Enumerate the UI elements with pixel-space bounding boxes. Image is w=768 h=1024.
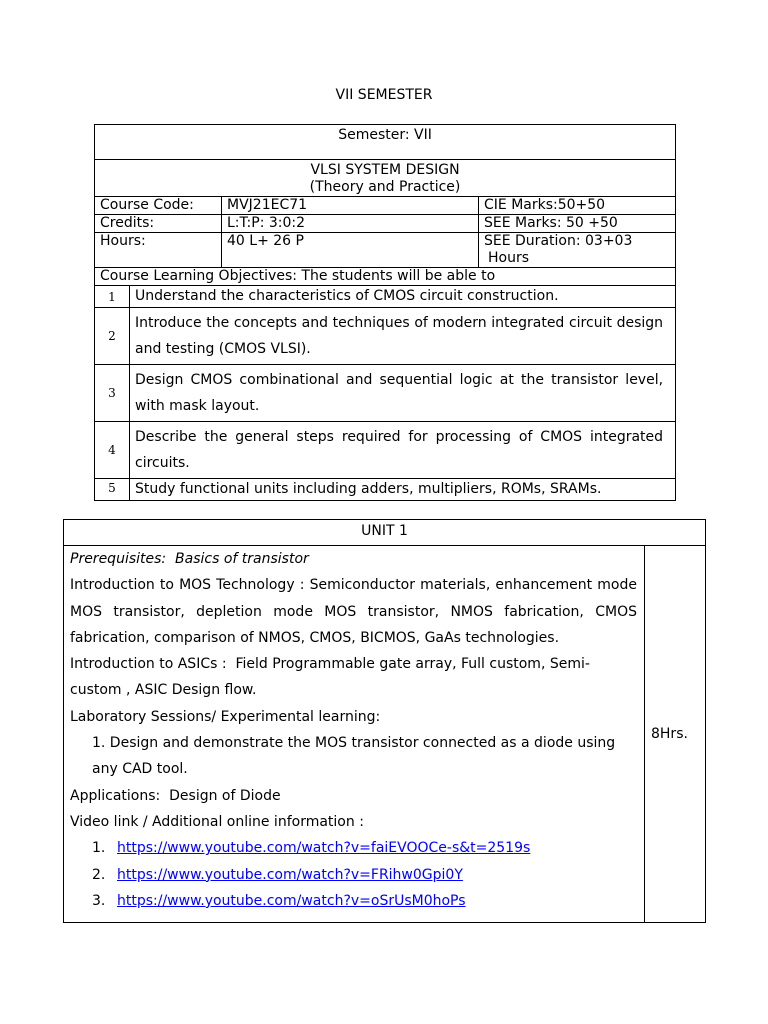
objective-number: 1 <box>95 286 130 308</box>
link-number: 1. <box>92 840 106 857</box>
list-item <box>92 835 637 861</box>
unit-hours: 8Hrs. <box>645 546 706 923</box>
see-duration: SEE Duration: 03+03 <box>484 233 633 249</box>
objective-number: 5 <box>95 479 130 501</box>
applications-label: Applications: <box>70 787 161 804</box>
list-item <box>92 888 637 914</box>
course-subtitle: (Theory and Practice) <box>309 179 461 195</box>
prerequisites <box>70 546 637 572</box>
course-code-label: Course Code: <box>95 197 222 215</box>
objective-row <box>95 308 676 365</box>
objective-row <box>95 422 676 479</box>
objective-text: Describe the general steps required for processing of CMOS integrated circuits. <box>130 422 676 479</box>
semester-heading: VII SEMESTER <box>335 87 433 103</box>
unit-title: UNIT 1 <box>64 520 706 546</box>
video-links <box>70 835 637 914</box>
semester-line: Semester: VII <box>338 127 432 143</box>
see-duration-unit: Hours <box>488 250 530 266</box>
objective-number: 2 <box>95 308 130 365</box>
objective-text: Design CMOS combinational and sequential logic at the transistor level, with mask layout. <box>130 365 676 422</box>
applications <box>70 783 637 809</box>
credits-value: L:T:P: 3:0:2 <box>222 215 479 233</box>
objective-number: 3 <box>95 365 130 422</box>
course-title-cell <box>95 160 676 197</box>
video-heading: Video link / Additional online information : <box>70 813 364 830</box>
link-number: 2. <box>92 866 106 883</box>
see-duration-cell <box>479 233 676 268</box>
see-marks: SEE Marks: 50 +50 <box>479 215 676 233</box>
unit-content <box>64 546 645 923</box>
objective-number: 4 <box>95 422 130 479</box>
objective-text: Study functional units including adders, multipliers, ROMs, SRAMs. <box>130 479 676 501</box>
course-title: VLSI SYSTEM DESIGN <box>310 162 460 178</box>
unit-table <box>63 519 706 923</box>
link-number: 3. <box>92 892 106 909</box>
video-link[interactable]: https://www.youtube.com/watch?v=faiEVOOCe-s&t=2519s <box>117 840 531 857</box>
objective-row <box>95 286 676 308</box>
course-code-value: MVJ21EC71 <box>222 197 479 215</box>
objective-text: Introduce the concepts and techniques of modern integrated circuit design and testing (CMOS VLSI). <box>130 308 676 365</box>
intro-asic-text: Field Programmable gate array, Full custom, Semi-custom , ASIC Design flow. <box>70 656 590 699</box>
course-table <box>94 124 676 501</box>
prereq-value: Basics of transistor <box>175 551 309 567</box>
prereq-label: Prerequisites: <box>70 551 167 567</box>
intro-asic <box>70 651 637 704</box>
intro-mos-label: Introduction to MOS Technology <box>70 577 295 594</box>
intro-mos <box>70 572 637 651</box>
intro-mos-text: : Semiconductor materials, enhancement mode MOS transistor, depletion mode MOS transistor, NMOS fabrication, CMOS fabrication, comparison of NMOS, CMOS, BICMOS, GaAs technologies. <box>70 577 637 646</box>
credits-label: Credits: <box>95 215 222 233</box>
lab-item: 1. Design and demonstrate the MOS transistor connected as a diode using any CAD tool. <box>92 735 616 778</box>
lab-heading: Laboratory Sessions/ Experimental learning: <box>70 708 381 725</box>
list-item <box>92 862 637 888</box>
objective-text: Understand the characteristics of CMOS circuit construction. <box>130 286 676 308</box>
objectives-heading: Course Learning Objectives: The students will be able to <box>95 268 676 286</box>
semester-cell <box>95 125 676 160</box>
video-link[interactable]: https://www.youtube.com/watch?v=FRihw0Gpi0Y <box>117 866 463 883</box>
applications-value: Design of Diode <box>169 787 281 804</box>
cie-marks: CIE Marks:50+50 <box>479 197 676 215</box>
video-link[interactable]: https://www.youtube.com/watch?v=oSrUsM0hoPs <box>117 892 466 909</box>
hours-value: 40 L+ 26 P <box>222 233 479 268</box>
hours-label: Hours: <box>95 233 222 268</box>
objective-row <box>95 365 676 422</box>
intro-asic-label: Introduction to ASICs : <box>70 656 227 673</box>
objective-row <box>95 479 676 501</box>
